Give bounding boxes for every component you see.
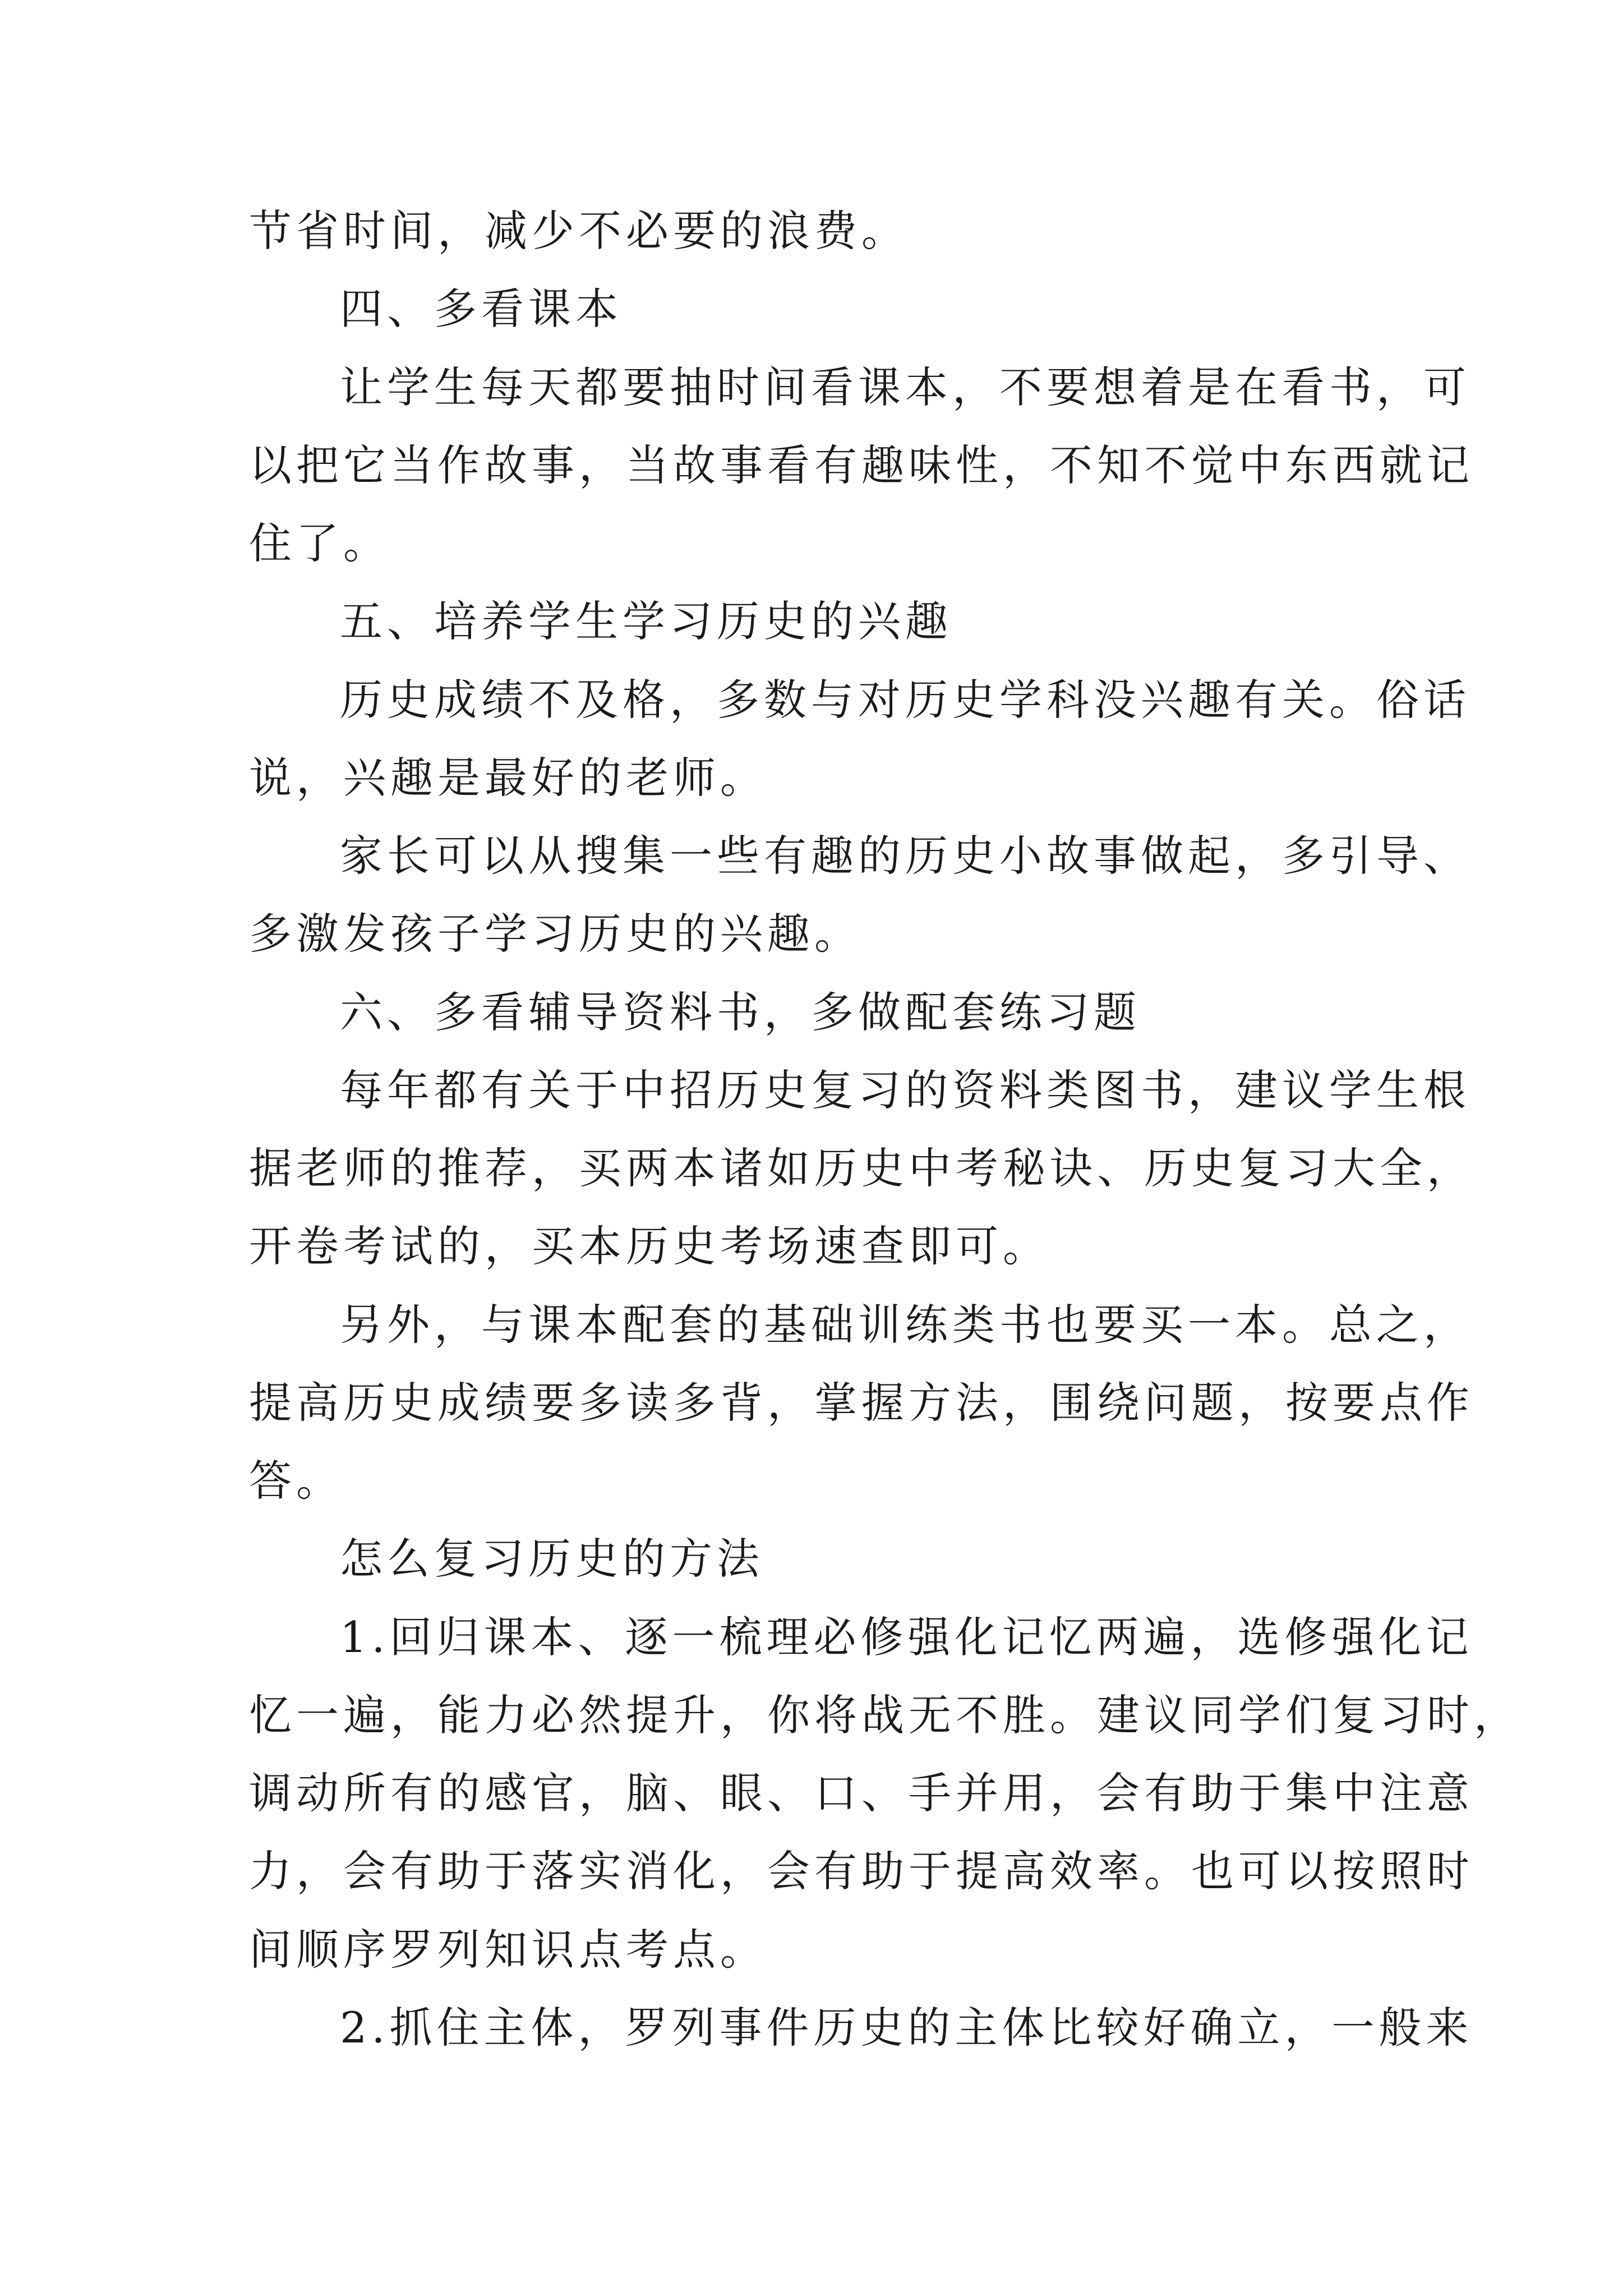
text-line-5: 住了。: [249, 518, 390, 568]
section-heading-methods: 怎么复习历史的方法: [340, 1534, 764, 1584]
text-line-4: 以把它当作故事，当故事看有趣味性，不知不觉中东西就记: [249, 440, 1474, 490]
text-line-17: 答。: [249, 1456, 343, 1506]
text-line-19: 1.回归课本、逐一梳理必修强化记忆两遍，选修强化记: [340, 1612, 1473, 1662]
text-line-20: 忆一遍，能力必然提升，你将战无不胜。建议同学们复习时，: [249, 1690, 1521, 1740]
text-line-15: 另外，与课本配套的基础训练类书也要买一本。总之，: [340, 1300, 1470, 1350]
section-heading-4: 四、多看课本: [340, 284, 623, 334]
text-line-22: 力，会有助于落实消化，会有助于提高效率。也可以按照时: [249, 1846, 1474, 1896]
text-line-13: 据老师的推荐，买两本诸如历史中考秘诀、历史复习大全，: [249, 1143, 1474, 1193]
text-line-10: 多激发孩子学习历史的兴趣。: [249, 909, 861, 959]
text-line-24: 2.抓住主体，罗列事件历史的主体比较好确立，一般来: [340, 2003, 1473, 2053]
text-line-16: 提高历史成绩要多读多背，掌握方法，围绕问题，按要点作: [249, 1378, 1474, 1428]
text-line-7: 历史成绩不及格，多数与对历史学科没兴趣有关。俗话: [340, 675, 1470, 725]
text-line-21: 调动所有的感官，脑、眼、口、手并用，会有助于集中注意: [249, 1768, 1474, 1818]
text-line-3: 让学生每天都要抽时间看课本，不要想着是在看书，可: [340, 362, 1470, 412]
text-line-8: 说，兴趣是最好的老师。: [249, 753, 767, 803]
text-line-9: 家长可以从搜集一些有趣的历史小故事做起，多引导、: [340, 831, 1470, 881]
section-heading-6: 六、多看辅导资料书，多做配套练习题: [340, 987, 1141, 1037]
text-line-1: 节省时间，减少不必要的浪费。: [249, 206, 909, 256]
text-line-14: 开卷考试的，买本历史考场速查即可。: [249, 1221, 1050, 1271]
text-line-12: 每年都有关于中招历史复习的资料类图书，建议学生根: [340, 1065, 1470, 1115]
text-line-23: 间顺序罗列知识点考点。: [249, 1925, 767, 1975]
section-heading-5: 五、培养学生学习历史的兴趣: [340, 596, 952, 646]
